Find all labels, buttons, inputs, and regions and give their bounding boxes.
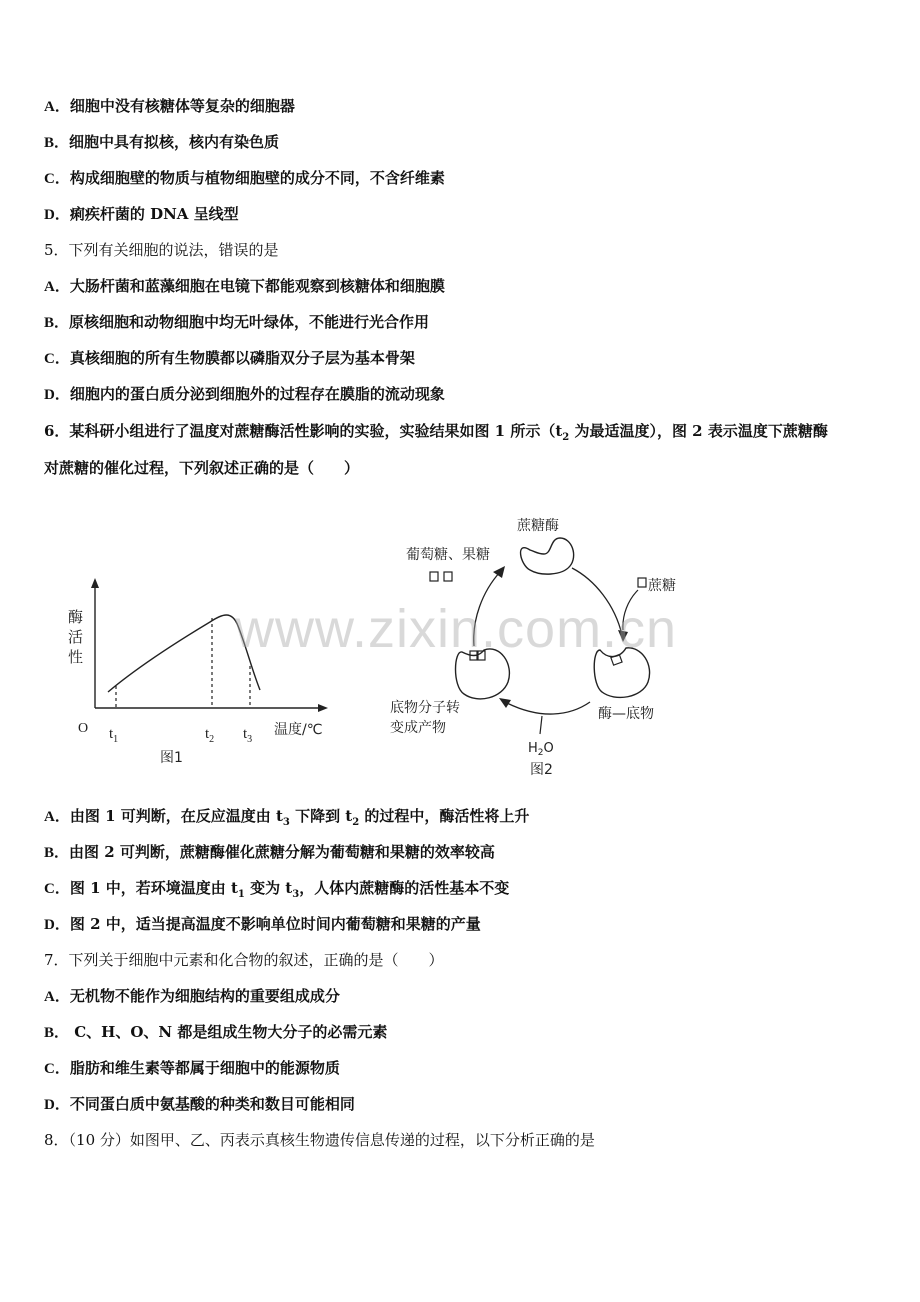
fig2-enzyme-shape: [521, 538, 574, 574]
fig1-tick-t3: $t_3$: [243, 726, 253, 745]
q7-stem: 7．下列关于细胞中元素和化合物的叙述，正确的是（ ）: [44, 951, 444, 969]
fig2-convert-line1: 底物分子转: [390, 700, 460, 716]
q6-stem-line1: 6．某科研小组进行了温度对蔗糖酶活性影响的实验，实验结果如图 1 所示（$t_2$ 为最适温度），图 2 表示温度下蔗糖酶: [44, 422, 828, 443]
q4-option-d: D．痢疾杆菌的 DNA 呈线型: [44, 205, 239, 223]
fig2-caption: 图2: [530, 762, 553, 778]
q5-option-b: B．原核细胞和动物细胞中均无叶绿体，不能进行光合作用: [44, 313, 430, 331]
fig2-arrowhead-bottom: [499, 698, 511, 708]
fig2-complex-label: 酶—底物: [598, 706, 654, 722]
q6-option-a: A．由图 1 可判断，在反应温度由 $t_3$ 下降到 $t_2$ 的过程中，酶活性将上升: [44, 807, 530, 828]
fig2-convert-line2: 变成产物: [390, 720, 446, 736]
fig1-ylabel-1: 酶: [68, 608, 84, 626]
q6-option-d: D．图 2 中，适当提高温度不影响单位时间内葡萄糖和果糖的产量: [44, 915, 481, 933]
fig1-tick-t1: $t_1$: [109, 726, 119, 745]
q7-option-d: D．不同蛋白质中氨基酸的种类和数目可能相同: [44, 1095, 355, 1113]
fig1-ylabel-3: 性: [68, 648, 84, 666]
q5-option-c: C．真核细胞的所有生物膜都以磷脂双分子层为基本骨架: [44, 349, 415, 367]
fig1-caption: 图1: [160, 750, 183, 766]
q6-option-b: B．由图 2 可判断，蔗糖酶催化蔗糖分解为葡萄糖和果糖的效率较高: [44, 843, 495, 861]
fig1-ylabel-2: 活: [68, 628, 84, 646]
q7-option-a: A．无机物不能作为细胞结构的重要组成成分: [44, 987, 340, 1005]
fig2-sucrose-square: [638, 578, 646, 587]
fig2-arrow-bottom: [505, 702, 590, 714]
fig1-x-arrow: [318, 704, 328, 712]
fig2-fructose-square: [444, 572, 452, 581]
q8-stem: 8．（10 分）如图甲、乙、丙表示真核生物遗传信息传递的过程，以下分析正确的是: [44, 1131, 595, 1149]
q4-option-a: A．细胞中没有核糖体等复杂的细胞器: [44, 97, 295, 115]
q7-option-b: B． C、H、O、N 都是组成生物大分子的必需元素: [44, 1023, 388, 1041]
q5-stem: 5．下列有关细胞的说法，错误的是: [44, 241, 279, 259]
fig1-y-arrow: [91, 578, 99, 588]
fig2-water-label: $H_2O$: [528, 741, 554, 758]
fig2-water-arrow: [540, 716, 542, 734]
q4-option-b: B．细胞中具有拟核，核内有染色质: [44, 133, 280, 151]
q5-option-d: D．细胞内的蛋白质分泌到细胞外的过程存在膜脂的流动现象: [44, 385, 445, 403]
q6-option-c: C．图 1 中，若环境温度由 $t_1$ 变为 $t_3$，人体内蔗糖酶的活性基本不变: [44, 879, 510, 900]
fig1-tick-t2: $t_2$: [205, 726, 215, 745]
q5-option-a: A．大肠杆菌和蓝藻细胞在电镜下都能观察到核糖体和细胞膜: [44, 277, 445, 295]
q6-stem-line2: 对蔗糖的催化过程，下列叙述正确的是（ ）: [44, 459, 360, 477]
fig2-sucrose-label: 蔗糖: [648, 578, 676, 594]
fig2-enzyme-label: 蔗糖酶: [517, 518, 559, 534]
q4-option-c: C．构成细胞壁的物质与植物细胞壁的成分不同，不含纤维素: [44, 169, 445, 187]
fig2-arrowhead-left: [493, 566, 505, 578]
fig1-xlabel: 温度/℃: [274, 722, 323, 738]
watermark: www.zixin.com.cn: [235, 599, 678, 659]
q7-option-c: C．脂肪和维生素等都属于细胞中的能源物质: [44, 1059, 340, 1077]
fig1-origin: O: [78, 721, 89, 736]
fig2-products-label: 葡萄糖、果糖: [406, 547, 490, 563]
fig2-glucose-square: [430, 572, 438, 581]
